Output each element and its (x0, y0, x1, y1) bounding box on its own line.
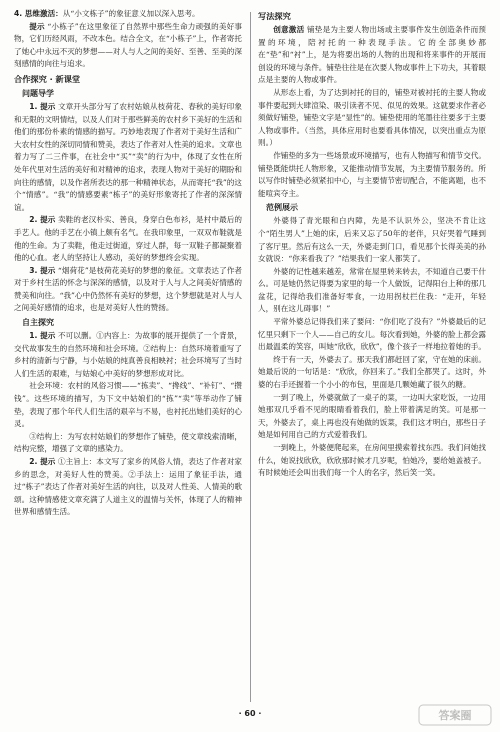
subsection-title-guide: 问题导学 (22, 88, 54, 98)
answer-3-label: 3. 提示 (29, 265, 56, 275)
self-answer-1-text: 不可以删。①内容上：为故事的展开提供了一个背景，交代故事发生的自然环境和社会环境。②结构上：自然环境着重写了乡村的清新与宁静，与小姑娘的纯真善良相映衬；社会环境写了当时人们生活的艰难，与姑娘心中美好的梦想形成对比。 (14, 331, 243, 378)
writing-para-3: 作铺垫的多为一些场景或环境描写，也有人物描写和情节交代。铺垫既能烘托人物形象，又能推动情节发展，为主要情节服务的。所以写作时铺垫必须紧扣中心，与主要情节密切配合，不能离题，也不能喧宾夺主。 (258, 150, 486, 198)
answer-3 (14, 265, 242, 315)
example-para-5: 一到了晚上，外婆就做了一桌子的菜，一边叫大家吃饭，一边用她那双几乎看不见的眼睛看着我们，脸上带着满足的笑。可是那一天，外婆去了，桌上再也没有她做的饭菜，我们这才明白，那些日子她是如何用自己的方式爱着我们。 (258, 392, 486, 440)
writing-para-1 (258, 24, 486, 87)
think-label: 4. 思维激活： (14, 9, 63, 18)
section-title-writing: 写法探究 (258, 11, 291, 21)
example-para-1: 外婆得了青光眼和白内障，先是不认识外公，坚决不肯让这个“陌生男人”上她的床，后来又忘了50年的老伴，只好哭着气睡到了客厅里。然后有这么一天，外婆走到门口，看见那个长得美美的孙女就说：“你来看我了？”结果我们一家人都笑了。 (258, 216, 486, 264)
example-para-3: 平常外婆总记得我们来了要问：“你们吃了没有？”外婆最后的记忆里只剩下一个人——自己的女儿。每次看到她，外婆的脸上都会露出最温柔的笑容，叫她“欣欣，欣欣”，像个孩子一样地拉着她的手。 (258, 317, 486, 352)
document-page (14, 8, 486, 708)
example-para-6: 一到晚上，外婆便爬起来，在房间里摸索着找东西。我们问她找什么，她说找欣欣，欣欣那时候才几岁呢，怕她冷，要给她盖被子。有时候她还会叫出我们每一个人的名字，然后笑一笑。 (258, 443, 486, 478)
writing-para-1-text: 铺垫是为主要人物出场或主要事件发生创造条件而预置的环境，陪衬托的一种表现手法。它的全部奥妙都在“垫”和“衬”上，是为将要出场的人物的出现和将来事件的开展而创设的环境与条件。铺垫往往是在次要人物或事件上下功夫，其着眼点是主要的人物或事件。 (258, 25, 487, 85)
answer-1 (14, 101, 242, 214)
answer-2-text: 卖鞋的老汉朴实、善良，身穿白色布衫，是村中最后的手艺人。他的手艺在小镇上颇有名气。在我印象里，一双双布鞋就是他的生命。为了卖鞋，他走过街道，穿过人群，每一双鞋子都凝聚着他的心血。老人的坚持让人感动，美好的梦想终会实现。 (14, 215, 243, 263)
left-column (14, 8, 242, 519)
example-para-4: 终于有一天，外婆去了。那天我们都赶回了家，守在她的床前。她最后说的一句话是：“欣欣，你回来了。”我们全都哭了。这时，外婆的右手还握着一个小小的布包，里面是几颗她藏了很久的糖。 (258, 354, 486, 390)
self-answer-4-text: ①主旨上：本文写了家乡的风俗人情，表达了作者对家乡的思念，对美好人性的赞美。②手法上：运用了象征手法，通过“栋子”表达了作者对美好生活的向往，以及对人性美、人情美的歌颂。这种情感使文章充满了人道主义的温情与关怀，体现了人的精神世界和感情生活。 (14, 457, 243, 517)
subsection-title-self: 自主探究 (22, 318, 54, 328)
answer-1-text: 文章开头部分写了农村姑娘从枝荷花、春秋的美好印象和无限的文明情结，以及人们对于那些鲜美的农村乡下美好的生活和他们的那份朴素的情感的描写。巧妙地表现了作者对于美好生活和广大农村女性的深切同情和赞美，表达了作者对人性美的追求。文章也着力写了二三件事，在社会中“买”“卖”的行为中，体现了女性在所处年代里对生活的美好和对精神的追求，表现人物对于美好的期盼和向往的感情，以及作者所表达的那一种精神状态，从而寄托“我”的这个“情感”。“我”的情感要素“栋子”的美好形象寄托了作者的深深情谊。 (14, 101, 243, 212)
self-answer-4-label: 2. 提示 (29, 457, 56, 466)
writing-para-2: 从形态上看，为了达到衬托的目的，铺垫对被衬托的主要人物或事件要起到大肆渲染、吸引读者不见、似见的效果。这就要求作者必须做好铺垫，铺垫文字是“显性”的。铺垫使用的笔墨往往要多于主要人物或事件。（当然，具体应用时也要看具体情况，以突出重点为原则。） (258, 87, 486, 148)
right-column (258, 8, 486, 480)
self-answer-2: 社会环境：农村的风俗习惯——“拣卖”、“搀线”、“补钉”、“攒钱”。这些环境的描写，为下文中姑娘们的“拣”“卖”等举动作了铺垫，表现了那个年代人们生活的艰辛与不易，也衬托出她们美好的心灵。 (14, 381, 242, 429)
creative-tag: 创意激活 (273, 25, 305, 34)
answer-2 (14, 214, 242, 264)
watermark-logo (418, 704, 492, 726)
think-hint (14, 21, 242, 71)
watermark-text: 答案圈 (438, 709, 472, 722)
subsection-title-example: 范例展示 (266, 203, 298, 213)
answer-2-label: 2. 提示 (29, 215, 56, 225)
self-answer-1 (14, 330, 242, 380)
section-title-cooperate: 合作探究 · 新课堂 (14, 73, 81, 84)
think-question-text: 从“小文栋子”的象征意义加以深入思考。 (62, 9, 200, 18)
answer-3-text: “烟荷花”是枝荷花美好的梦想的象征。文章表达了作者对于乡村生活的怀念与深深的感情，以及对于人与人之间美好情感的赞美和向往。“我”心中仍然怀有美好的梦想，这个梦想就是对人与人之间美好感情的追求，也是对美好人性的赞扬。 (14, 265, 242, 313)
column-divider (250, 12, 251, 702)
self-answer-1-label: 1. 提示 (29, 331, 56, 341)
self-answer-3: ③结构上：为写农村姑娘们的梦想作了铺垫，使文章线索清晰，结构完整，增强了文章的感染力。 (14, 431, 242, 454)
hint-text: “小栋子”在这里象征了自然界中那些生命力顽强的美好事物，它们历经风雨，不改本色。结合全文，在“小栋子”上，作者寄托了她心中永远不灭的梦想——对人与人之间的美好、至善、至美的深刻感情的向往与追求。 (14, 21, 243, 69)
answer-1-label: 1. 提示 (29, 101, 56, 111)
think-question (14, 8, 242, 21)
page-number: · 60 · (238, 709, 262, 718)
self-answer-4 (14, 456, 242, 519)
example-para-2: 外婆的记性越来越差，常常在屋里转来转去，不知道自己要干什么。可是她仍然记得要为家里的每一个人做饭，记得阳台上种的那几盆花，记得给我们准备好零食，一边用拐杖拦住我：“走开，年轻人，别在这儿碍事！” (258, 266, 486, 314)
hint-label: 提示 (29, 21, 45, 31)
